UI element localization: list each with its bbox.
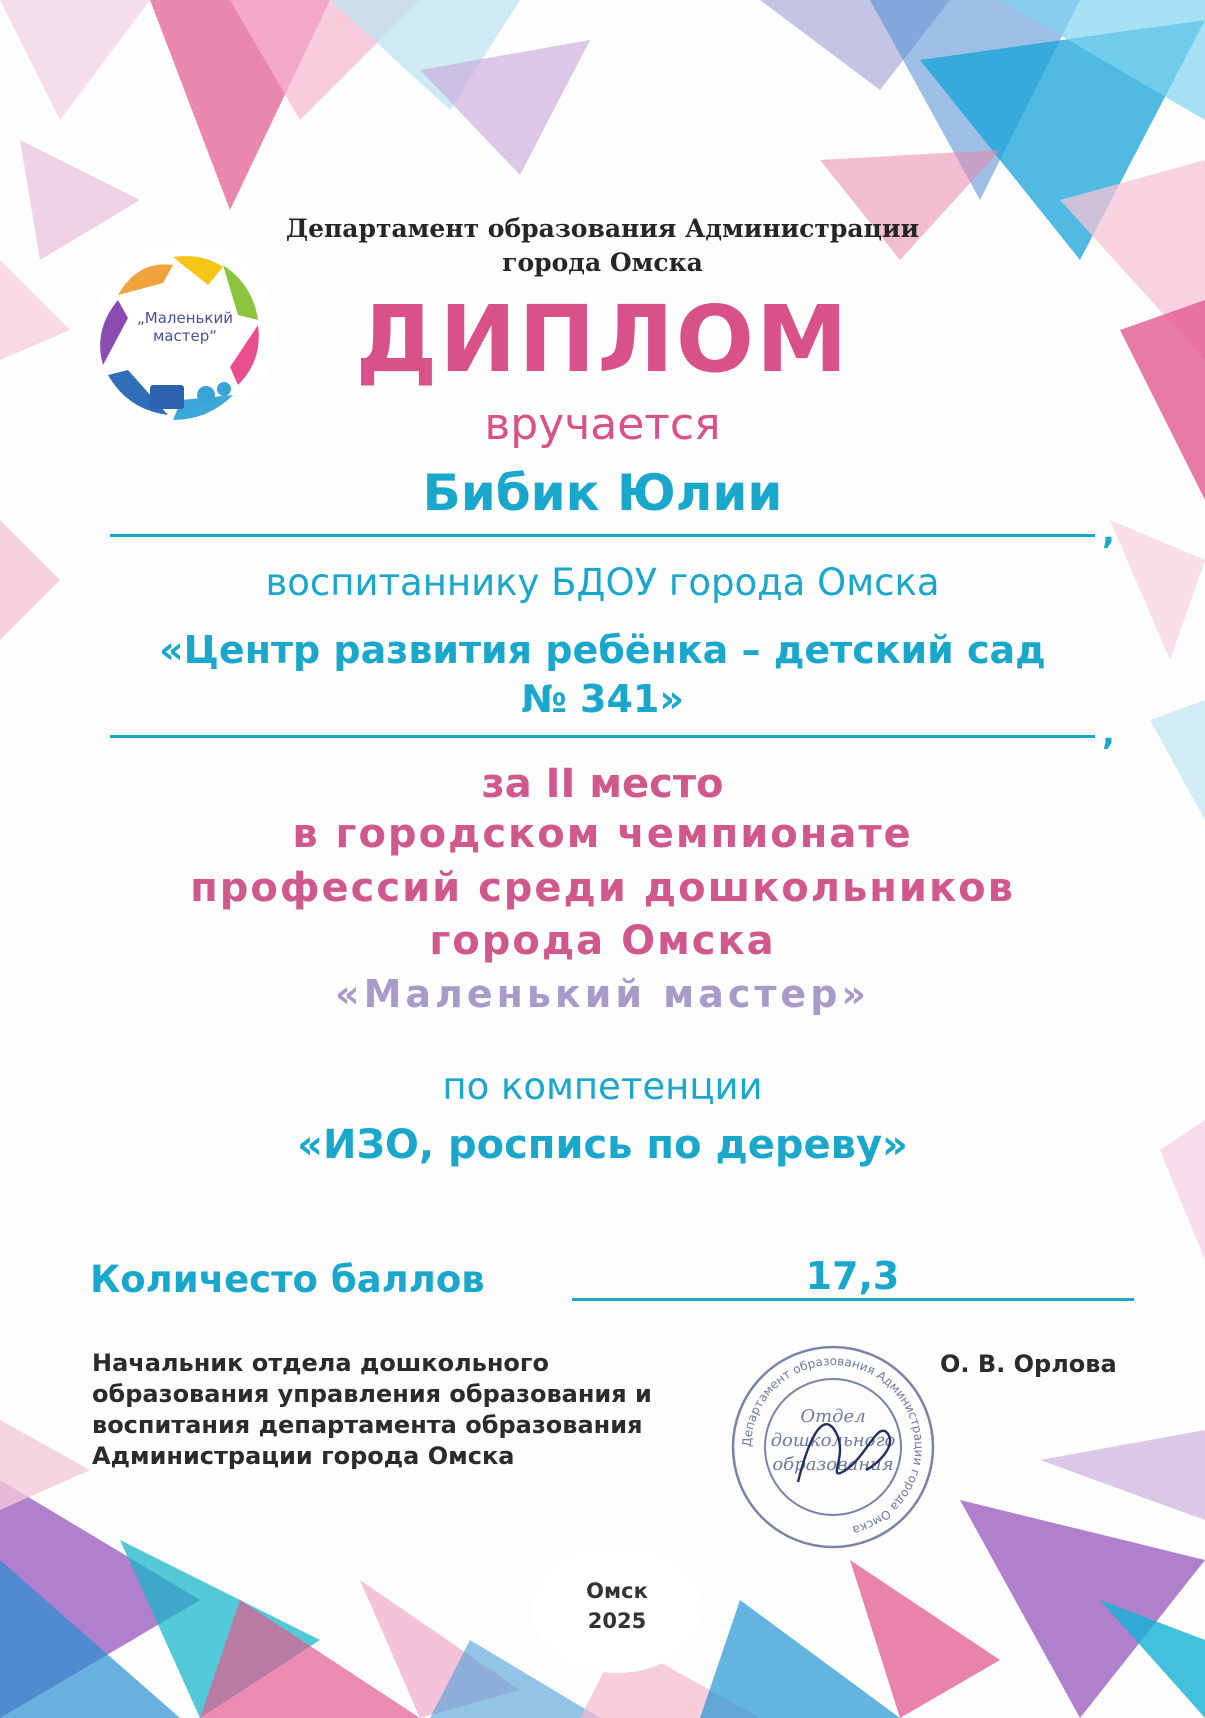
stamp-center-line3: образования (772, 1454, 894, 1475)
logo-text-line1: „Маленький (137, 309, 233, 327)
championship-line3: города Омска (429, 918, 776, 964)
stamp-center-line1: Отдел (800, 1406, 866, 1427)
name-comma: , (1102, 512, 1115, 552)
department-line2: города Омска (502, 248, 703, 277)
department-header (0, 212, 1205, 280)
position-line3: воспитания департамента образования (92, 1411, 643, 1439)
score-label: Количесто баллов (90, 1258, 485, 1301)
institution-underline (110, 735, 1095, 738)
city-year-badge (532, 1545, 702, 1673)
score-value: 17,3 (805, 1254, 900, 1298)
championship-line2: профессий среди дошкольников (190, 865, 1015, 911)
recipient-name: Бибик Юлии (422, 464, 783, 522)
official-stamp (728, 1342, 938, 1552)
footer-year: 2025 (587, 1609, 647, 1633)
championship-line1: в городском чемпионате (292, 811, 913, 857)
department-line1: Департамент образования Администрации (285, 214, 920, 243)
pupil-of-text: воспитаннику БДОУ города Омска (265, 561, 940, 604)
contest-name: «Маленький мастер» (335, 972, 870, 1016)
stamp-ring-text: Департамент образования Администрации города Омска (739, 1353, 927, 1538)
position-line2: образования управления образования и (92, 1380, 652, 1408)
place-text: за II место (481, 761, 724, 807)
diploma-title: ДИПЛОМ (355, 286, 850, 393)
position-line4: Администрации города Омска (92, 1442, 515, 1470)
signer-name: О. В. Орлова (940, 1350, 1117, 1378)
position-line1: Начальник отдела дошкольного (92, 1349, 549, 1377)
institution-line1: «Центр развития ребёнка – детский сад (159, 628, 1046, 672)
name-underline (110, 534, 1095, 537)
institution-line2: № 341» (521, 677, 684, 721)
signatory-position (92, 1348, 652, 1472)
competence-name: «ИЗО, роспись по дереву» (297, 1122, 908, 1168)
competence-label: по компетенции (442, 1065, 763, 1108)
institution-comma: , (1102, 713, 1115, 753)
score-underline (572, 1298, 1134, 1301)
awarded-text: вручается (484, 399, 721, 450)
footer-city: Омск (586, 1579, 648, 1603)
logo-text-line2: мастер“ (152, 327, 218, 345)
stamp-center-line2: дошкольного (770, 1430, 896, 1451)
